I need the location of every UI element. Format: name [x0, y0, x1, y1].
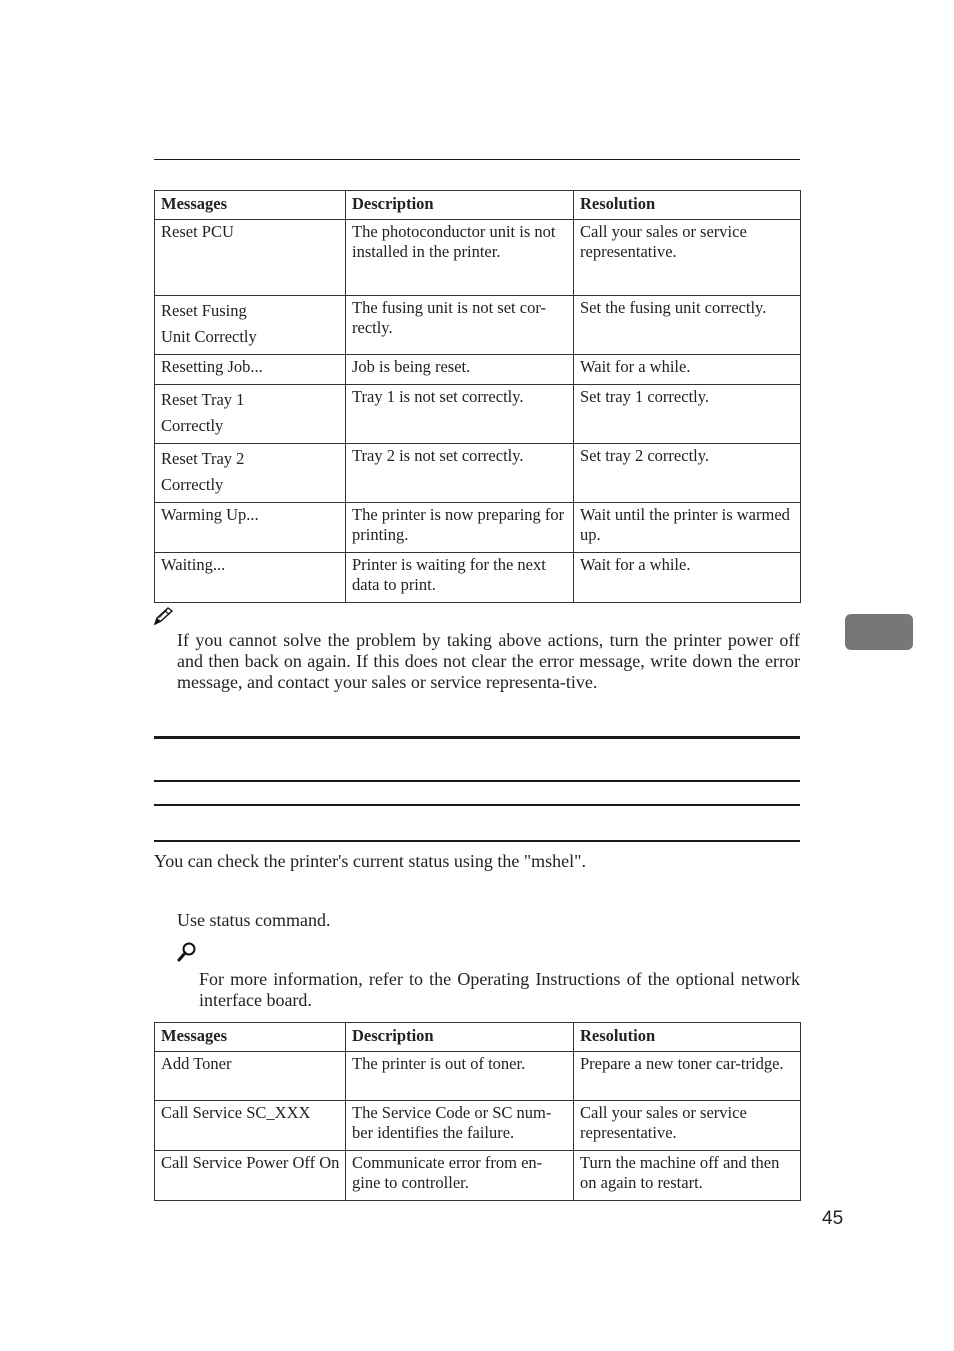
resolution-cell: Wait for a while.: [574, 355, 801, 385]
page-number: 45: [822, 1208, 844, 1229]
resolution-cell: Set the fusing unit correctly.: [574, 296, 801, 355]
description-cell: Tray 1 is not set correctly.: [346, 385, 574, 444]
description-cell: Job is being reset.: [346, 355, 574, 385]
note-text: If you cannot solve the problem by taking above actions, turn the printer power off and then back on again. If this does not clear the error message, write down the error message, and contact your sales or service representa-tive.: [177, 630, 800, 692]
column-header-messages: Messages: [155, 1023, 346, 1052]
table-row: [155, 1101, 801, 1151]
status-command-text: Use status command.: [177, 910, 331, 930]
table-row: [155, 503, 801, 553]
description-cell: Tray 2 is not set correctly.: [346, 444, 574, 503]
description-cell: The printer is now preparing for printing.: [346, 503, 574, 553]
message-cell: Waiting...: [155, 553, 346, 603]
column-header-description: Description: [346, 1023, 574, 1052]
table-header-row: [155, 1023, 801, 1052]
header-rule: [154, 159, 800, 160]
pencil-note-icon: [153, 606, 175, 626]
resolution-cell: Turn the machine off and then on again to restart.: [574, 1151, 801, 1201]
message-cell: [155, 444, 346, 503]
chapter-tab: [845, 614, 913, 650]
message-cell: Warming Up...: [155, 503, 346, 553]
table-row: [155, 296, 801, 355]
table-row: [155, 1151, 801, 1201]
message-line: Unit Correctly: [161, 327, 257, 346]
description-cell: The fusing unit is not set cor-rectly.: [346, 296, 574, 355]
message-cell: [155, 296, 346, 355]
reference-text: For more information, refer to the Operating Instructions of the optional network interface board.: [199, 969, 800, 1010]
resolution-cell: Set tray 2 correctly.: [574, 444, 801, 503]
section-rule: [154, 840, 800, 842]
section-rule-top: [154, 736, 800, 739]
message-line: Correctly: [161, 416, 224, 435]
table-row: [155, 444, 801, 503]
column-header-resolution: Resolution: [574, 1023, 801, 1052]
column-header-messages: Messages: [155, 191, 346, 220]
table-row: [155, 1052, 801, 1101]
message-cell: Call Service Power Off On: [155, 1151, 346, 1201]
magnifier-icon: [176, 941, 198, 963]
table-row: [155, 553, 801, 603]
table-row: [155, 385, 801, 444]
messages-table-2: [154, 1022, 801, 1201]
table-header-row: [155, 191, 801, 220]
message-cell: Call Service SC_XXX: [155, 1101, 346, 1151]
section-rule: [154, 780, 800, 782]
resolution-cell: Set tray 1 correctly.: [574, 385, 801, 444]
resolution-cell: Prepare a new toner car-tridge.: [574, 1052, 801, 1101]
message-line: Reset Fusing: [161, 301, 247, 320]
resolution-cell: Call your sales or service representative.: [574, 1101, 801, 1151]
resolution-cell: Call your sales or service representative.: [574, 220, 801, 296]
description-cell: Printer is waiting for the next data to print.: [346, 553, 574, 603]
message-line: Reset Tray 2: [161, 449, 245, 468]
section-rule: [154, 804, 800, 806]
column-header-description: Description: [346, 191, 574, 220]
messages-table-1: [154, 190, 801, 603]
message-cell: Resetting Job...: [155, 355, 346, 385]
column-header-resolution: Resolution: [574, 191, 801, 220]
resolution-cell: Wait for a while.: [574, 553, 801, 603]
message-line: Correctly: [161, 475, 224, 494]
message-cell: Reset PCU: [155, 220, 346, 296]
message-cell: Add Toner: [155, 1052, 346, 1101]
table-row: [155, 355, 801, 385]
description-cell: Communicate error from en-gine to controller.: [346, 1151, 574, 1201]
description-cell: The photoconductor unit is not installed in the printer.: [346, 220, 574, 296]
table-row: [155, 220, 801, 296]
message-cell: [155, 385, 346, 444]
description-cell: The printer is out of toner.: [346, 1052, 574, 1101]
message-line: Reset Tray 1: [161, 390, 245, 409]
status-intro-text: You can check the printer's current status using the "mshel".: [154, 851, 587, 871]
resolution-cell: Wait until the printer is warmed up.: [574, 503, 801, 553]
description-cell: The Service Code or SC num-ber identifies the failure.: [346, 1101, 574, 1151]
